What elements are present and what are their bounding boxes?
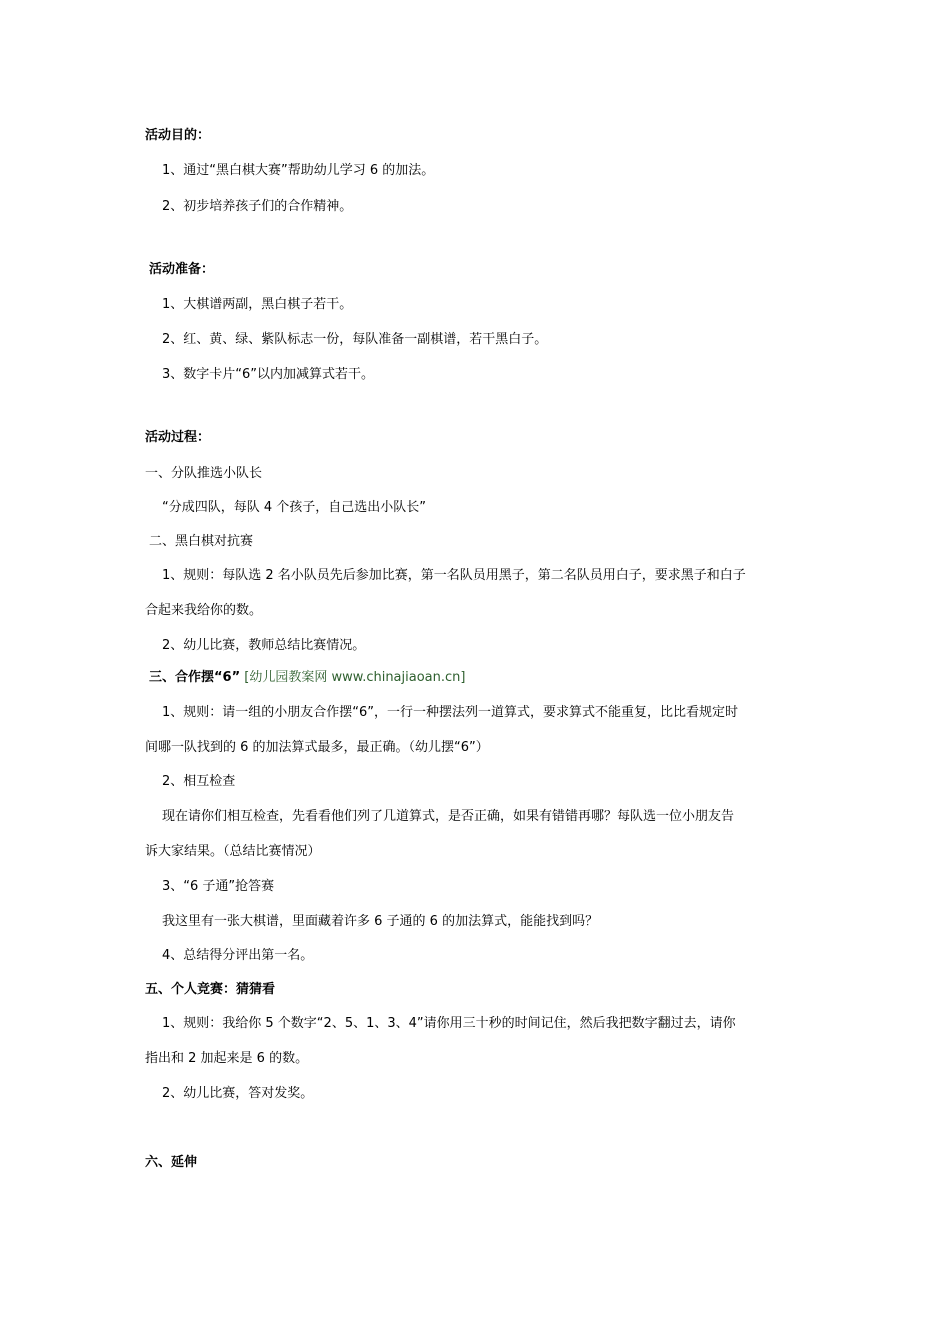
section-1-title: 一、分队推选小队长 [145, 466, 263, 481]
section-3-rule-line-2: 间哪一队找到的 6 的加法算式最多，最正确。（幼儿摆“6”） [145, 740, 489, 755]
section-5-rule-line-1: 1、规则：我给你 5 个数字“2、5、1、3、4”请你用三十秒的时间记住，然后我把数字翻过去，请你 [162, 1016, 736, 1031]
section-5-rule-line-2: 指出和 2 加起来是 6 的数。 [145, 1051, 309, 1066]
section-2-title: 二、黑白棋对抗赛 [149, 534, 254, 549]
section-2-rule-line-2: 合起来我给你的数。 [145, 603, 263, 618]
section-1-quote: “分成四队，每队 4 个孩子，自己选出小队长” [162, 500, 427, 515]
goal-item-2: 2、初步培养孩子们的合作精神。 [162, 199, 353, 214]
goals-heading: 活动目的： [145, 128, 211, 143]
process-heading: 活动过程： [145, 430, 211, 445]
section-3-check-line-2: 诉大家结果。（总结比赛情况） [145, 844, 321, 859]
section-3-item-2: 2、相互检查 [162, 774, 236, 789]
section-3-title: 三、合作摆“6” [149, 670, 241, 685]
site-link[interactable]: [幼儿园教案网 www.chinajiaoan.cn] [244, 670, 466, 685]
section-3-heading [149, 670, 465, 686]
section-3-rule-line-1: 1、规则：请一组的小朋友合作摆“6”，一行一种摆法列一道算式，要求算式不能重复，比比看规定时 [162, 705, 739, 720]
preparation-heading: 活动准备： [149, 262, 215, 277]
section-3-item-4: 4、总结得分评出第一名。 [162, 948, 314, 963]
section-6-title: 六、延伸 [145, 1155, 198, 1170]
preparation-item-1: 1、大棋谱两副，黑白棋子若干。 [162, 297, 353, 312]
section-3-item-3: 3、“6 子通”抢答赛 [162, 879, 275, 894]
preparation-item-3: 3、数字卡片“6”以内加减算式若干。 [162, 367, 375, 382]
preparation-item-2: 2、红、黄、绿、紫队标志一份，每队准备一副棋谱，若干黑白子。 [162, 332, 548, 347]
section-5-item-2: 2、幼儿比赛，答对发奖。 [162, 1086, 314, 1101]
goal-item-1: 1、通过“黑白棋大赛”帮助幼儿学习 6 的加法。 [162, 163, 435, 178]
section-3-item-3-text: 我这里有一张大棋谱，里面藏着许多 6 子通的 6 的加法算式，能能找到吗？ [162, 914, 599, 929]
section-5-title: 五、个人竞赛：猜猜看 [145, 982, 276, 997]
section-3-check-line-1: 现在请你们相互检查，先看看他们列了几道算式，是否正确，如果有错错再哪？每队选一位小朋友告 [162, 809, 735, 824]
section-2-item-2: 2、幼儿比赛，教师总结比赛情况。 [162, 638, 366, 653]
section-2-rule-line-1: 1、规则：每队选 2 名小队员先后参加比赛，第一名队员用黑子，第二名队员用白子，要求黑子和白子 [162, 568, 746, 583]
